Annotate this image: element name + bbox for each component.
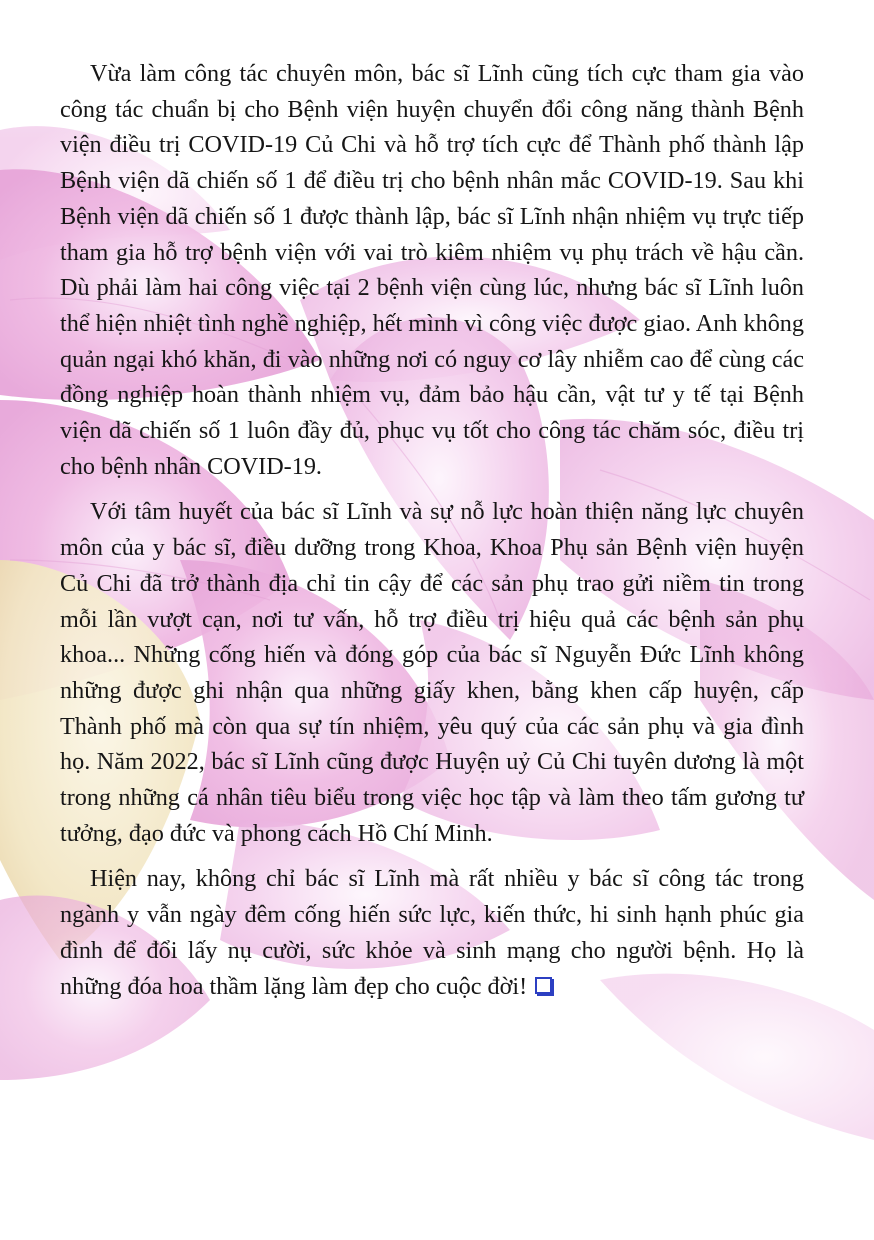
document-body [60, 56, 804, 1014]
paragraph: Vừa làm công tác chuyên môn, bác sĩ Lĩnh cũng tích cực tham gia vào công tác chuẩn bị cho Bệnh viện huyện chuyển đổi công năng thành Bệnh viện điều trị COVID-19 Củ Chi và hỗ trợ tích cực để Thành phố thành lập Bệnh viện dã chiến số 1 để điều trị cho bệnh nhân mắc COVID-19. Sau khi Bệnh viện dã chiến số 1 được thành lập, bác sĩ Lĩnh nhận nhiệm vụ trực tiếp tham gia hỗ trợ bệnh viện với vai trò kiêm nhiệm vụ phụ trách về hậu cần. Dù phải làm hai công việc tại 2 bệnh viện cùng lúc, nhưng bác sĩ Lĩnh luôn thể hiện nhiệt tình nghề nghiệp, hết mình vì công việc được giao. Anh không quản ngại khó khăn, đi vào những nơi có nguy cơ lây nhiễm cao để cùng các đồng nghiệp hoàn thành nhiệm vụ, đảm bảo hậu cần, vật tư y tế tại Bệnh viện dã chiến số 1 luôn đầy đủ, phục vụ tốt cho công tác chăm sóc, điều trị cho bệnh nhân COVID-19. [60, 60, 804, 480]
paragraph [60, 861, 804, 1004]
paragraph: Với tâm huyết của bác sĩ Lĩnh và sự nỗ lực hoàn thiện năng lực chuyên môn của y bác sĩ, điều dưỡng trong Khoa, Khoa Phụ sản Bệnh viện huyện Củ Chi đã trở thành địa chỉ tin cậy để các sản phụ trao gửi niềm tin trong mỗi lần vượt cạn, nơi tư vấn, hỗ trợ điều trị hiệu quả các bệnh sản phụ khoa... Những cống hiến và đóng góp của bác sĩ Nguyễn Đức Lĩnh không những được ghi nhận qua những giấy khen, bằng khen cấp huyện, cấp Thành phố mà còn qua sự tín nhiệm, yêu quý của các sản phụ và gia đình họ. Năm 2022, bác sĩ Lĩnh cũng được Huyện uỷ Củ Chi tuyên dương là một trong những cá nhân tiêu biểu trong việc học tập và làm theo tấm gương tư tưởng, đạo đức và phong cách Hồ Chí Minh. [60, 498, 804, 847]
hollow-square-icon [535, 977, 552, 994]
paragraph-text: Hiện nay, không chỉ bác sĩ Lĩnh mà rất nhiều y bác sĩ công tác trong ngành y vẫn ngày đêm cống hiến sức lực, kiến thức, hi sinh hạnh phúc gia đình để đổi lấy nụ cười, sức khỏe và sinh mạng cho người bệnh. Họ là những đóa hoa thầm lặng làm đẹp cho cuộc đời! [60, 865, 804, 1000]
